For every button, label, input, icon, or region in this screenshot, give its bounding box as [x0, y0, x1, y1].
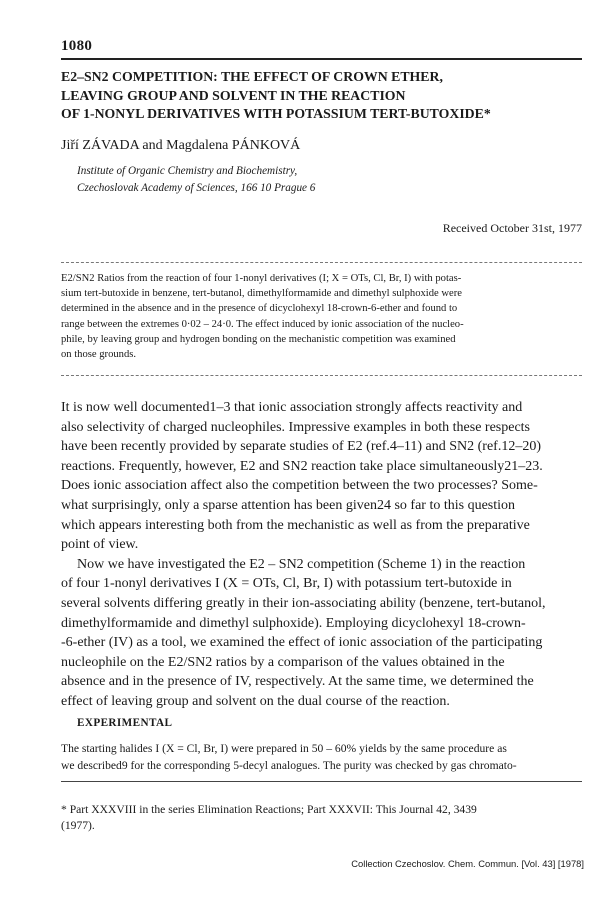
- abstract-line: determined in the absence and in the presence of dicyclohexyl 18-crown-6-ether and found to: [61, 303, 458, 315]
- footnote-line: (1977).: [61, 819, 95, 832]
- experimental-line: The starting halides I (X = Cl, Br, I) were prepared in 50 – 60% yields by the same procedure as: [61, 742, 507, 755]
- body-line: It is now well documented1–3 that ionic association strongly affects reactivity and: [61, 400, 523, 415]
- body-line: what surprisingly, only a sparse attention has been given24 so far to this question: [61, 497, 516, 513]
- title-line: OF 1-NONYL DERIVATIVES WITH POTASSIUM TERT-BUTOXIDE*: [61, 106, 491, 121]
- body-line: effect of leaving group and solvent on the dual course of the reaction.: [61, 693, 450, 709]
- abstract-line: phile, by leaving group and hydrogen bonding on the mechanistic competition was examined: [61, 333, 456, 345]
- header-rule: [61, 58, 582, 60]
- abstract-line: E2/SN2 Ratios from the reaction of four 1-nonyl derivatives (I; X = OTs, Cl, Br, I) with potas-: [61, 273, 462, 284]
- abstract: [61, 271, 582, 362]
- body-line: also selectivity of charged nucleophiles. Impressive examples in both these respects: [61, 419, 530, 435]
- authors: Jiří ZÁVADA and Magdalena PÁNKOVÁ: [61, 138, 301, 153]
- body-line: dimethylformamide and dimethyl sulphoxide). Employing dicyclohexyl 18-crown-: [61, 615, 526, 631]
- affiliation: [77, 163, 315, 197]
- abstract-line: on those grounds.: [61, 349, 137, 361]
- abstract-line: range between the extremes 0·02 – 24·0. The effect induced by ionic association of the nucleo-: [61, 318, 464, 330]
- body-line: -6-ether (IV) as a tool, we examined the effect of ionic association of the participating: [61, 635, 543, 651]
- title-line: E2–SN2 COMPETITION: THE EFFECT OF CROWN ETHER,: [61, 69, 443, 84]
- abstract-bottom-rule: [61, 375, 582, 376]
- received-date: Received October 31st, 1977: [442, 221, 582, 235]
- experimental-text: [61, 740, 582, 774]
- experimental-line: we described9 for the corresponding 5-decyl analogues. The purity was checked by gas chromato-: [61, 759, 517, 772]
- body-line: nucleophile on the E2/SN2 ratios by a comparison of the values obtained in the: [61, 654, 505, 670]
- body-line: several solvents differing greatly in their ion-associating ability (benzene, tert-butanol,: [61, 595, 546, 611]
- journal-reference: Collection Czechoslov. Chem. Commun. [Vol. 43] [1978]: [351, 858, 584, 869]
- abstract-top-rule: [61, 262, 582, 263]
- footnote-line: * Part XXXVIII in the series Elimination Reactions; Part XXXVII: This Journal 42, 3439: [61, 803, 477, 816]
- body-text: [61, 398, 582, 712]
- body-line: Now we have investigated the E2 – SN2 competition (Scheme 1) in the reaction: [77, 556, 526, 572]
- body-line: have been recently provided by separate studies of E2 (ref.4–11) and SN2 (ref.12–20): [61, 439, 541, 455]
- affiliation-line: Institute of Organic Chemistry and Biochemistry,: [77, 165, 298, 177]
- article-title: [61, 68, 582, 124]
- body-line: which appears interesting both from the mechanistic as well as from the preparative: [61, 517, 530, 533]
- body-line: Does ionic association affect also the competition between the two processes? Some-: [61, 478, 538, 494]
- footnote-rule: [61, 781, 582, 782]
- page-number: 1080: [61, 38, 93, 54]
- title-line: LEAVING GROUP AND SOLVENT IN THE REACTION: [61, 87, 406, 103]
- body-line: reactions. Frequently, however, E2 and SN2 reaction take place simultaneously21–23.: [61, 458, 543, 474]
- body-line: of four 1-nonyl derivatives I (X = OTs, Cl, Br, I) with potassium tert-butoxide in: [61, 576, 512, 592]
- body-line: absence and in the presence of IV, respectively. At the same time, we determined the: [61, 674, 534, 690]
- body-line: point of view.: [61, 537, 139, 553]
- section-heading: EXPERIMENTAL: [77, 717, 173, 729]
- affiliation-line: Czechoslovak Academy of Sciences, 166 10 Prague 6: [77, 182, 316, 194]
- footnote: [61, 802, 582, 834]
- abstract-line: sium tert-butoxide in benzene, tert-butanol, dimethylformamide and dimethyl sulphoxide were: [61, 288, 462, 300]
